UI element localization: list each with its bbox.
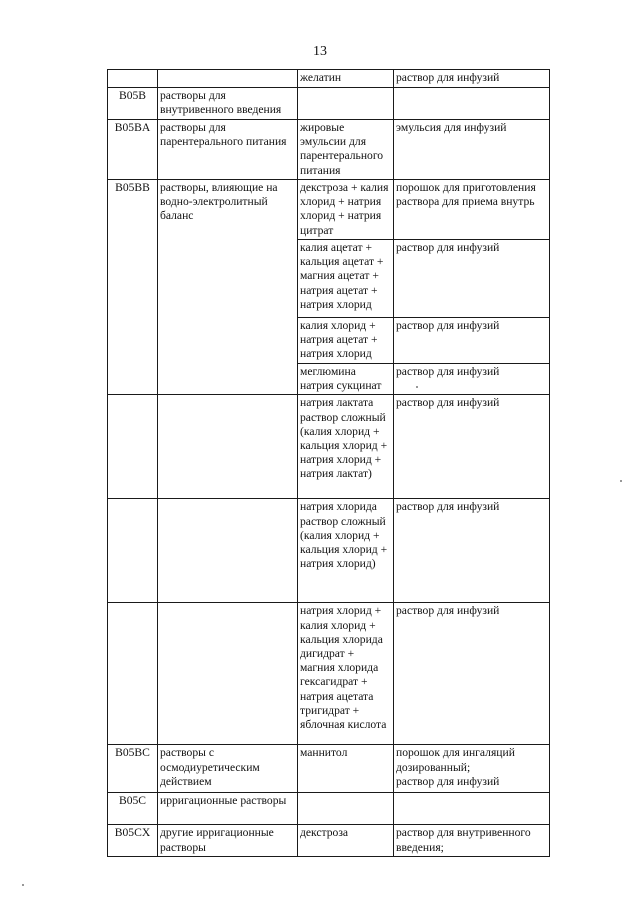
table-row <box>108 825 550 857</box>
atc-group-cell: растворы для внутривенного введения <box>158 88 298 120</box>
atc-code-cell <box>108 70 158 88</box>
dosage-form-cell <box>394 745 550 793</box>
atc-code-cell: B05C <box>108 793 158 825</box>
atc-group-cell: растворы для парентерального питания <box>158 120 298 180</box>
drug-name-cell: калия хлорид + натрия ацетат + натрия хлорид <box>298 318 394 364</box>
drug-name-cell: желатин <box>298 70 394 88</box>
table-row <box>108 499 550 603</box>
dosage-form-cell: раствор для инфузий <box>394 70 550 88</box>
dosage-form-cell: раствор для инфузий <box>394 395 550 499</box>
table-row <box>108 70 550 88</box>
dosage-form-cell: раствор для внутривенного введения; <box>394 825 550 857</box>
page-number: 13 <box>313 44 327 59</box>
dosage-form-cell: раствор для инфузий <box>394 318 550 364</box>
dosage-form-cell <box>394 88 550 120</box>
table-row <box>108 793 550 825</box>
table-row <box>108 180 550 240</box>
table-row <box>108 395 550 499</box>
dosage-form-cell: раствор для инфузий <box>394 603 550 745</box>
drug-name-cell: натрия лактата раствор сложный (калия хлорид + кальция хлорид + натрия хлорид + натрия лактат) <box>298 395 394 499</box>
atc-code-cell: B05B <box>108 88 158 120</box>
atc-code-cell: B05CX <box>108 825 158 857</box>
table-row <box>108 120 550 180</box>
drug-name-cell: маннитол <box>298 745 394 793</box>
dosage-form-cell <box>394 793 550 825</box>
dosage-form-cell: раствор для инфузий <box>394 499 550 603</box>
table-row <box>108 745 550 793</box>
drug-name-cell: декстроза + калия хлорид + натрия хлорид + натрия цитрат <box>298 180 394 240</box>
scan-speck <box>620 480 622 482</box>
atc-group-cell <box>158 499 298 603</box>
atc-group-cell: растворы, влияющие на водно-электролитный баланс <box>158 180 298 395</box>
scan-speck <box>22 884 24 886</box>
dosage-form-line: раствор для инфузий <box>396 774 500 788</box>
dosage-form-cell: раствор для инфузий <box>394 240 550 318</box>
atc-group-cell <box>158 70 298 88</box>
atc-code-cell <box>108 499 158 603</box>
drug-name-cell: декстроза <box>298 825 394 857</box>
drug-table <box>107 69 550 857</box>
atc-code-cell: B05BA <box>108 120 158 180</box>
drug-name-cell: натрия хлорид + калия хлорид + кальция хлорида дигидрат + магния хлорида гексагидрат + натрия ацетата тригидрат + яблочная кислота <box>298 603 394 745</box>
drug-name-cell: калия ацетат + кальция ацетат + магния ацетат + натрия ацетат + натрия хлорид <box>298 240 394 318</box>
atc-code-cell: B05BC <box>108 745 158 793</box>
drug-name-cell <box>298 793 394 825</box>
atc-group-cell: растворы с осмодиуретическим действием <box>158 745 298 793</box>
atc-group-cell <box>158 395 298 499</box>
atc-code-cell <box>108 603 158 745</box>
drug-name-cell: меглюмина натрия сукцинат <box>298 364 394 395</box>
drug-name-cell: натрия хлорида раствор сложный (калия хлорид + кальция хлорид + натрия хлорид) <box>298 499 394 603</box>
atc-group-cell: другие ирригационные растворы <box>158 825 298 857</box>
drug-name-cell: жировые эмульсии для парентерального питания <box>298 120 394 180</box>
dosage-form-cell: раствор для инфузий <box>394 364 550 395</box>
table-row <box>108 603 550 745</box>
atc-group-cell <box>158 603 298 745</box>
drug-name-cell <box>298 88 394 120</box>
atc-code-cell: B05BB <box>108 180 158 395</box>
dosage-form-line: порошок для ингаляций дозированный; <box>396 746 515 774</box>
table-row <box>108 88 550 120</box>
scan-speck <box>416 386 418 388</box>
dosage-form-cell: эмульсия для инфузий <box>394 120 550 180</box>
atc-code-cell <box>108 395 158 499</box>
dosage-form-cell: порошок для приготовления раствора для приема внутрь <box>394 180 550 240</box>
atc-group-cell: ирригационные растворы <box>158 793 298 825</box>
